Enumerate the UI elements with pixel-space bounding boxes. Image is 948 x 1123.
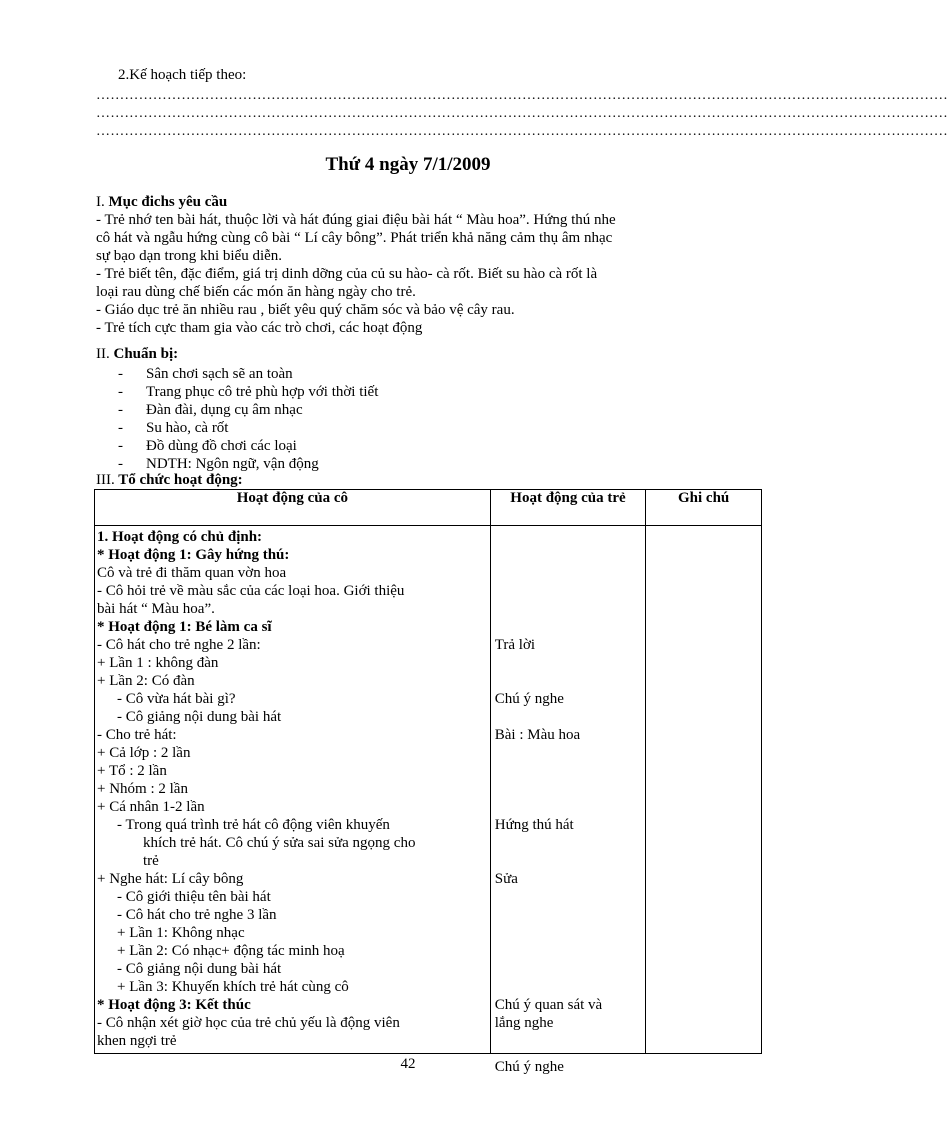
paragraph-line: cô hát và ngẫu hứng cùng cô bài “ Lí cây bông”. Phát triển khả năng cảm thụ âm nhạc: [96, 230, 613, 246]
table-line: + Nhóm : 2 lần: [97, 781, 188, 797]
dotted-line: ………………………………………………………………………………………………………………………………………………………………: [96, 88, 948, 103]
page-title: Thứ 4 ngày 7/1/2009: [325, 154, 491, 175]
list-item: - Đàn đài, dụng cụ âm nhạc: [118, 402, 303, 418]
table-line: - Cho trẻ hát:: [97, 727, 177, 743]
paragraph-line: - Trẻ biết tên, đặc điểm, giá trị dinh dỡng của củ su hào- cà rốt. Biết su hào cà rốt là: [96, 266, 598, 282]
table-line: + Cả lớp : 2 lần: [97, 745, 191, 761]
notes-cell: [646, 526, 762, 1054]
table-line: * Hoạt động 1: Bé làm ca sĩ: [97, 619, 272, 635]
section-3-heading: [96, 472, 243, 489]
table-line: Sửa: [494, 871, 518, 887]
section-2-number: II.: [96, 346, 110, 362]
section-1-number: I.: [96, 194, 105, 210]
paragraph-line: loại rau dùng chế biến các món ăn hàng ngày cho trẻ.: [96, 284, 416, 300]
table-line: + Nghe hát: Lí cây bông: [97, 871, 244, 887]
list-item: - Trang phục cô trẻ phù hợp với thời tiết: [118, 384, 379, 400]
list-item: - Su hào, cà rốt: [118, 420, 229, 436]
table-line: Chú ý nghe: [494, 1059, 564, 1075]
table-line: + Lần 1: Không nhạc: [117, 925, 245, 941]
table-line: * Hoạt động 1: Gây hứng thú:: [97, 547, 290, 563]
table-line: + Lần 2: Có nhạc+ động tác minh hoạ: [117, 943, 345, 959]
table-line: Trả lời: [494, 637, 536, 653]
table-line: + Lần 1 : không đàn: [97, 655, 219, 671]
table-line: - Cô nhận xét giờ học của trẻ chủ yếu là động viên: [97, 1015, 400, 1031]
paragraph-line: - Trẻ tích cực tham gia vào các trò chơi, các hoạt động: [96, 320, 423, 336]
table-line: + Lần 2: Có đàn: [97, 673, 195, 689]
table-line: 1. Hoạt động có chủ định:: [97, 529, 263, 545]
section-3-number: III.: [96, 472, 115, 488]
table-line: trẻ: [143, 853, 159, 869]
table-line: - Cô hát cho trẻ nghe 3 lần: [117, 907, 277, 923]
header-teacher: Hoạt động của cô: [95, 490, 491, 526]
table-line: Bài : Màu hoa: [494, 727, 581, 743]
section-3-title: Tổ chức hoạt động:: [118, 472, 243, 488]
table-line: Hứng thú hát: [494, 817, 574, 833]
table-header-row: [95, 490, 762, 526]
table-line: Cô và trẻ đi thăm quan vờn hoa: [97, 565, 287, 581]
section-1-body: [96, 211, 748, 337]
table-line: Chú ý nghe: [494, 691, 564, 707]
table-line: khen ngợi trẻ: [97, 1033, 177, 1049]
dotted-line: ………………………………………………………………………………………………………………………………………………………………: [96, 106, 948, 121]
section-2-title: Chuẩn bị:: [113, 346, 179, 362]
paragraph-line: - Trẻ nhớ ten bài hát, thuộc lời và hát đúng giai điệu bài hát “ Màu hoa”. Hứng thú nhe: [96, 212, 616, 228]
table-line: - Trong quá trình trẻ hát cô động viên khuyến: [117, 817, 390, 833]
dotted-line: ………………………………………………………………………………………………………………………………………………………………: [96, 124, 948, 139]
table-line: - Cô hỏi trẻ về màu sắc của các loại hoa. Giới thiệu: [97, 583, 405, 599]
table-row: [95, 526, 762, 1054]
list-item: - Sân chơi sạch sẽ an toàn: [118, 366, 293, 382]
table-line: bài hát “ Màu hoa”.: [97, 601, 215, 617]
header-child: Hoạt động của trẻ: [490, 490, 646, 526]
table-line: lắng nghe: [494, 1015, 554, 1031]
paragraph-line: - Giáo dục trẻ ăn nhiều rau , biết yêu quý chăm sóc và bảo vệ cây rau.: [96, 302, 515, 318]
table-line: - Cô giảng nội dung bài hát: [117, 961, 282, 977]
paragraph-line: sự bạo dạn trong khi biểu diễn.: [96, 248, 283, 264]
section-2-heading: [96, 346, 178, 363]
table-line: * Hoạt động 3: Kết thúc: [97, 997, 251, 1013]
list-item: - Đồ dùng đồ chơi các loại: [118, 438, 297, 454]
child-activities-cell: [490, 526, 646, 1075]
table-line: - Cô giảng nội dung bài hát: [117, 709, 282, 725]
table-line: + Cá nhân 1-2 lần: [97, 799, 205, 815]
teacher-activities-cell: [95, 526, 491, 1054]
table-line: - Cô giới thiệu tên bài hát: [117, 889, 271, 905]
header-notes: Ghi chú: [646, 490, 762, 526]
next-plan-heading: 2.Kế hoạch tiếp theo:: [118, 67, 247, 83]
table-line: + Lần 3: Khuyến khích trẻ hát cùng cô: [117, 979, 349, 995]
section-2-list: [118, 365, 378, 473]
table-line: Chú ý quan sát và: [494, 997, 603, 1013]
section-1-title: Mục đichs yêu cầu: [108, 194, 228, 210]
table-line: + Tổ : 2 lần: [97, 763, 167, 779]
table-line: - Cô hát cho trẻ nghe 2 lần:: [97, 637, 261, 653]
section-1-heading: [96, 194, 227, 211]
list-item: - NDTH: Ngôn ngữ, vận động: [118, 456, 319, 472]
page-number: 42: [400, 1056, 416, 1072]
table-line: khích trẻ hát. Cô chú ý sửa sai sửa ngọng cho: [143, 835, 416, 851]
table-line: - Cô vừa hát bài gì?: [117, 691, 236, 707]
